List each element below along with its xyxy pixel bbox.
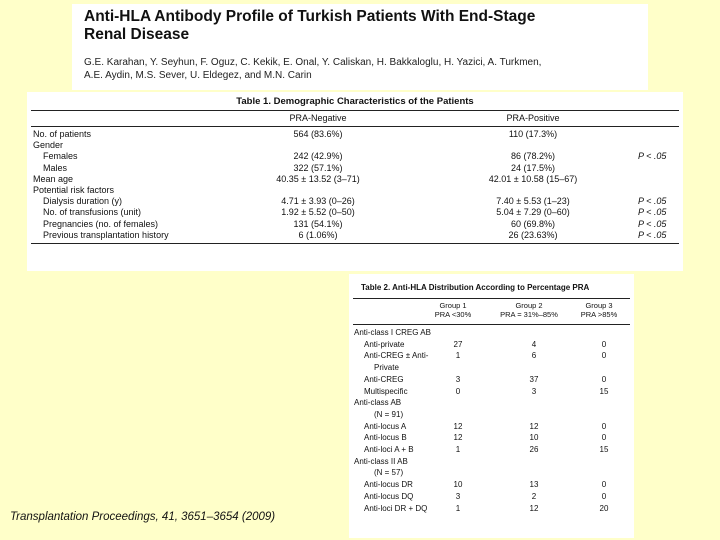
table2-row (354, 491, 629, 502)
table2-top-rule (353, 298, 630, 299)
table1-cell-p: P < .05 (638, 207, 667, 218)
table2-cell-g3: 0 (601, 351, 607, 361)
table2-row (354, 409, 629, 420)
table1-cell-label: No. of transfusions (unit) (43, 207, 142, 218)
table2-cell-g1: 1 (455, 351, 461, 361)
table2-cell-g2: 26 (529, 445, 539, 454)
table1-cell-label: Dialysis duration (y) (43, 196, 123, 207)
table2-row (354, 503, 629, 514)
table2-col-header-line2: PRA = 31%–85% (500, 310, 558, 319)
table1-row (33, 207, 677, 218)
table2-cell-label: Anti-class II AB (354, 456, 408, 466)
table1-cell-neg: 4.71 ± 3.93 (0–26) (281, 196, 355, 207)
table1-row (33, 174, 677, 185)
table1-cell-label: Pregnancies (no. of females) (43, 218, 159, 229)
table2-cell-g1: 12 (453, 433, 463, 443)
table1-cell-label: Females (43, 151, 78, 162)
table2-row (354, 479, 629, 490)
article-title: Anti-HLA Antibody Profile of Turkish Patients With End-Stage Renal Disease (84, 8, 536, 43)
table2-col-header (418, 301, 488, 319)
table2-cell-g2: 10 (529, 433, 539, 443)
table2-col-header (564, 301, 634, 319)
table2-cell-label: Anti-locus B (364, 433, 407, 443)
table2-cell-g2: 4 (531, 339, 537, 349)
table2-cell-label: Anti-loci DR + DQ (364, 503, 428, 513)
table2-col-header-line2: PRA <30% (434, 310, 472, 319)
table1-cell-label: Mean age (33, 173, 74, 184)
table2-cell-label: Anti-class I CREG AB (354, 328, 431, 337)
table1-row (33, 129, 677, 140)
table2-cell-label: (N = 91) (374, 409, 404, 419)
table2-anti-hla (349, 274, 634, 538)
table1-cell-label: Potential risk factors (33, 185, 115, 195)
table2-cell-label: Anti-CREG (364, 374, 404, 384)
table1-header-rule (31, 126, 679, 127)
table2-cell-g1: 3 (455, 374, 461, 384)
table2-cell-g3: 0 (601, 491, 607, 501)
table2-cell-g2: 12 (529, 421, 539, 431)
table2-row (354, 374, 629, 385)
table2-col-header-line2: PRA >85% (580, 310, 618, 319)
article-header (72, 4, 648, 90)
table2-row (354, 386, 629, 397)
table2-cell-g1: 12 (453, 421, 463, 431)
table2-cell-g3: 0 (601, 421, 607, 431)
table2-cell-g1: 1 (455, 445, 461, 454)
table1-cell-neg: 564 (83.6%) (293, 129, 343, 139)
table1-cell-pos: 26 (23.63%) (508, 229, 558, 240)
table1-bottom-rule (31, 243, 679, 244)
table2-cell-g3: 20 (599, 503, 609, 513)
table1-row (33, 196, 677, 207)
table1-cell-pos: 110 (17.3%) (508, 129, 558, 139)
table2-cell-g1: 3 (455, 491, 461, 501)
table1-cell-neg: 242 (42.9%) (293, 151, 343, 162)
table1-cell-pos: 24 (17.5%) (510, 162, 556, 173)
table2-row (354, 397, 629, 408)
table1-cell-label: Males (43, 162, 68, 173)
table2-cell-g3: 0 (601, 374, 607, 384)
table1-row (33, 230, 677, 241)
table1-cell-p: P < .05 (638, 196, 667, 207)
table1-cell-neg: 322 (57.1%) (293, 162, 343, 173)
table2-cell-g2: 13 (529, 480, 539, 490)
table2-row (354, 432, 629, 443)
table1-row (33, 151, 677, 162)
table2-cell-g3: 0 (601, 480, 607, 490)
article-authors: G.E. Karahan, Y. Seyhun, F. Oguz, C. Kekik, E. Onal, Y. Caliskan, H. Bakkaloglu, H. Yazici, A. Turkmen, A.E. Aydin, M.S. Sever, U. Eldegez, and M.N. Carin (84, 57, 542, 81)
table2-cell-g3: 0 (601, 433, 607, 443)
table2-row (354, 456, 629, 467)
table2-cell-label: Anti-locus DQ (364, 491, 414, 501)
table1-row (33, 219, 677, 230)
table2-caption: Table 2. Anti-HLA Distribution According to Percentage PRA (361, 283, 590, 292)
table2-cell-label: Anti-loci A + B (364, 445, 414, 454)
table2-cell-g2: 37 (529, 374, 539, 384)
table2-cell-label: (N = 57) (374, 468, 404, 478)
table2-row (354, 444, 629, 455)
table1-col-pos: PRA-Positive (506, 113, 560, 123)
table1-cell-label: Gender (33, 140, 64, 151)
table1-cell-pos: 60 (69.8%) (510, 218, 556, 229)
table1-demographics (27, 92, 683, 271)
table2-cell-g2: 12 (529, 503, 539, 513)
table2-col-header-line1: Group 2 (515, 301, 543, 310)
table1-cell-pos: 86 (78.2%) (510, 151, 556, 162)
table1-cell-neg: 6 (1.06%) (298, 229, 338, 240)
table1-col-neg: PRA-Negative (289, 113, 347, 123)
table2-row (354, 362, 629, 373)
table1-header-row (33, 113, 677, 124)
table1-row (33, 163, 677, 174)
table1-cell-pos: 7.40 ± 5.53 (1–23) (496, 196, 570, 207)
table2-cell-g1: 27 (453, 339, 463, 349)
table2-cell-g2: 6 (531, 351, 537, 361)
table2-cell-label: Anti-CREG ± Anti- (364, 351, 429, 361)
table2-cell-label: Multispecific (364, 386, 408, 396)
table2-cell-label: Anti-class AB (354, 398, 402, 408)
table1-caption: Table 1. Demographic Characteristics of the Patients (236, 96, 474, 107)
table2-cell-label: Private (374, 363, 399, 373)
table1-cell-pos: 42.01 ± 10.58 (15–67) (488, 173, 578, 184)
table2-row (354, 339, 629, 350)
table2-cell-label: Anti-locus A (364, 421, 407, 431)
table2-cell-g3: 0 (601, 339, 607, 349)
citation: Transplantation Proceedings, 41, 3651–3654 (2009) (10, 511, 276, 523)
table1-cell-neg: 131 (54.1%) (293, 218, 343, 229)
table1-row (33, 140, 677, 151)
table2-cell-label: Anti-locus DR (364, 480, 413, 490)
table2-cell-g1: 0 (455, 386, 461, 396)
table1-cell-p: P < .05 (638, 218, 667, 229)
table2-cell-label: Anti-private (364, 339, 405, 349)
table2-cell-g1: 10 (453, 480, 463, 490)
table1-cell-neg: 1.92 ± 5.52 (0–50) (281, 207, 355, 218)
table1-cell-label: No. of patients (33, 129, 92, 139)
table1-cell-p: P < .05 (638, 151, 667, 162)
table2-row (354, 467, 629, 478)
table2-row (354, 421, 629, 432)
table2-col-header-line1: Group 3 (585, 301, 613, 310)
table2-col-header (494, 301, 564, 319)
table1-cell-neg: 40.35 ± 13.52 (3–71) (276, 173, 360, 184)
table2-cell-g2: 2 (531, 491, 537, 501)
table2-cell-g1: 1 (455, 503, 461, 513)
table2-col-header-line1: Group 1 (439, 301, 467, 310)
table2-row (354, 350, 629, 361)
table2-header-rule (353, 324, 630, 325)
table1-cell-p: P < .05 (638, 229, 667, 240)
table2-cell-g2: 3 (531, 386, 537, 396)
table1-top-rule (31, 110, 679, 111)
table2-row (354, 327, 629, 338)
table1-cell-label: Previous transplantation history (43, 229, 169, 240)
table2-cell-g3: 15 (599, 386, 609, 396)
table2-cell-g3: 15 (599, 445, 609, 454)
table1-row (33, 185, 677, 196)
table1-cell-pos: 5.04 ± 7.29 (0–60) (496, 207, 570, 218)
